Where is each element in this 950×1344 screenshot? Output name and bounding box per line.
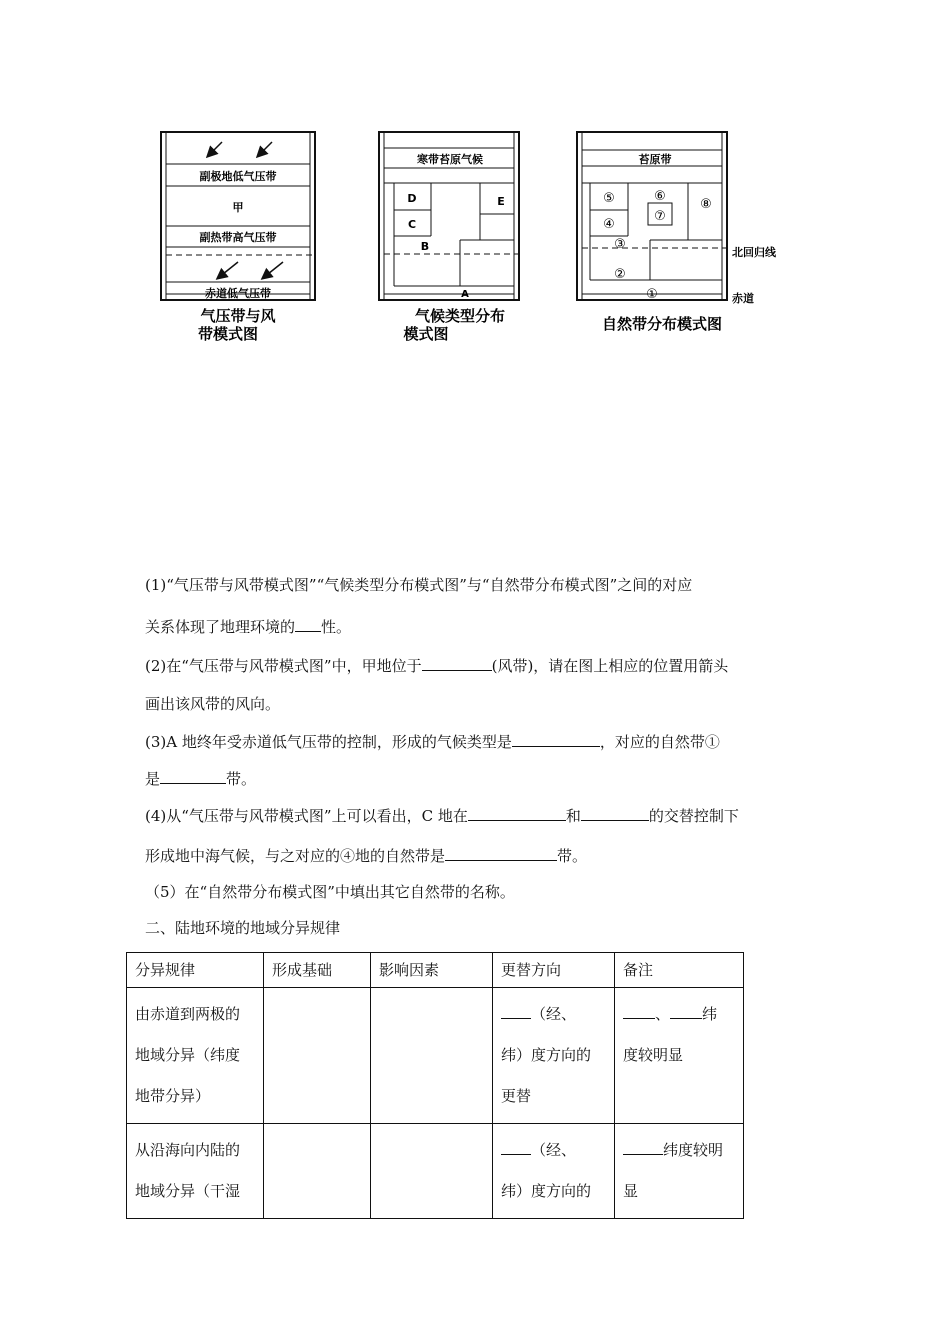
q1-blank[interactable] xyxy=(295,616,321,632)
label-zone-5: ⑤ xyxy=(603,191,615,206)
label-tundra-climate: 寒带苔原气候 xyxy=(417,153,483,166)
label-zone-1: ① xyxy=(646,287,658,302)
note1-blank-b[interactable] xyxy=(670,1003,702,1019)
q1-text-post: 性。 xyxy=(321,618,352,636)
label-zone-6: ⑥ xyxy=(654,189,666,204)
question-3-line-2 xyxy=(145,768,815,789)
table-row xyxy=(127,988,744,1124)
cell-note-1: 、 纬 度较明显 xyxy=(615,988,744,1124)
q2-text-post: (风带)，请在图上相应的位置用箭头 xyxy=(491,657,729,675)
band-equatorial-low: 赤道低气压带 xyxy=(205,287,271,300)
caption-climate-line1: 气候类型分布 xyxy=(414,307,506,325)
q4-text-mid: 和 xyxy=(565,807,581,825)
band-subtropical-high: 副热带高气压带 xyxy=(199,231,277,244)
question-1-line-2 xyxy=(145,616,815,637)
dir1-blank[interactable] xyxy=(501,1003,531,1019)
dir2-blank[interactable] xyxy=(501,1139,531,1155)
question-2-line-1 xyxy=(145,655,815,676)
q2-blank[interactable] xyxy=(422,655,492,671)
q2-text-pre: (2)在“气压带与风带模式图”中，甲地位于 xyxy=(145,657,422,675)
question-3-line-1 xyxy=(145,731,815,752)
q3-blank-climate[interactable] xyxy=(512,731,600,747)
question-1-line-1: (1)“气压带与风带模式图”“气候类型分布模式图”与“自然带分布模式图”之间的对应 xyxy=(145,576,693,594)
q4-blank-zone[interactable] xyxy=(445,845,557,861)
caption-climate-line2: 模式图 xyxy=(403,325,449,343)
question-4-line-1 xyxy=(145,805,815,826)
cell-law-moisture: 从沿海向内陆的 地域分异（干湿 xyxy=(127,1124,264,1219)
q3b-text-post: 带。 xyxy=(226,770,257,788)
q4b-text-pre: 形成地中海气候，与之对应的④地的自然带是 xyxy=(145,847,446,865)
cell-direction-2: （经、 纬）度方向的 xyxy=(493,1124,615,1219)
label-D: D xyxy=(407,192,417,205)
table-header-row xyxy=(127,953,744,988)
cell-factor-2[interactable] xyxy=(371,1124,493,1219)
cell-factor-1[interactable] xyxy=(371,988,493,1124)
header-law: 分异规律 xyxy=(127,953,264,988)
header-note: 备注 xyxy=(615,953,744,988)
caption-natural: 自然带分布模式图 xyxy=(601,315,723,333)
q3b-text-pre: 是 xyxy=(145,770,161,788)
label-equator: 赤道 xyxy=(732,292,754,305)
caption-pressure-line2: 带模式图 xyxy=(197,325,259,343)
header-basis: 形成基础 xyxy=(264,953,371,988)
label-zone-3: ③ xyxy=(614,237,626,252)
q4-text-pre: (4)从“气压带与风带模式图”上可以看出，C 地在 xyxy=(145,807,468,825)
pressure-wind-diagram xyxy=(161,132,315,300)
cell-law-latitudinal: 由赤道到两极的 地域分异（纬度 地带分异） xyxy=(127,988,264,1124)
question-4-line-2 xyxy=(145,845,815,866)
label-zone-7: ⑦ xyxy=(654,209,666,224)
label-zone-4: ④ xyxy=(603,217,615,232)
q3-text-post: ，对应的自然带① xyxy=(599,733,720,751)
band-subpolar-low: 副极地低气压带 xyxy=(199,170,277,183)
q1-text-pre: 关系体现了地理环境的 xyxy=(145,618,296,636)
figure-area xyxy=(150,128,810,348)
band-jia: 甲 xyxy=(232,201,244,214)
header-factor: 影响因素 xyxy=(371,953,493,988)
cell-basis-1[interactable] xyxy=(264,988,371,1124)
zonation-diagrams xyxy=(150,128,810,348)
header-direction: 更替方向 xyxy=(493,953,615,988)
note2-blank[interactable] xyxy=(623,1139,663,1155)
q3-text-pre: (3)A 地终年受赤道低气压带的控制，形成的气候类型是 xyxy=(145,733,512,751)
cell-note-2: 纬度较明 显 xyxy=(615,1124,744,1219)
label-E: E xyxy=(497,195,505,208)
question-2-line-2: 画出该风带的风向。 xyxy=(145,695,281,713)
q4b-text-post: 带。 xyxy=(557,847,588,865)
label-B: B xyxy=(420,240,430,253)
cell-basis-2[interactable] xyxy=(264,1124,371,1219)
q4-text-post: 的交替控制下 xyxy=(648,807,739,825)
note1-blank-a[interactable] xyxy=(623,1003,655,1019)
table-row xyxy=(127,1124,744,1219)
section-2-heading: 二、陆地环境的地域分异规律 xyxy=(145,919,341,937)
label-zone-8: ⑧ xyxy=(700,197,712,212)
label-tundra-zone: 苔原带 xyxy=(638,153,672,166)
q3-blank-zone[interactable] xyxy=(160,768,226,784)
question-5: （5）在“自然带分布模式图”中填出其它自然带的名称。 xyxy=(145,883,515,901)
label-zone-2: ② xyxy=(614,267,626,282)
q4-blank-b[interactable] xyxy=(581,805,649,821)
q4-blank-a[interactable] xyxy=(468,805,566,821)
label-tropic-cancer: 北回归线 xyxy=(732,246,776,259)
label-C: C xyxy=(407,218,417,231)
caption-pressure-line1: 气压带与风 xyxy=(200,307,276,325)
zonation-table xyxy=(126,952,744,1219)
label-A: A xyxy=(461,289,469,300)
cell-direction-1: （经、 纬）度方向的 更替 xyxy=(493,988,615,1124)
